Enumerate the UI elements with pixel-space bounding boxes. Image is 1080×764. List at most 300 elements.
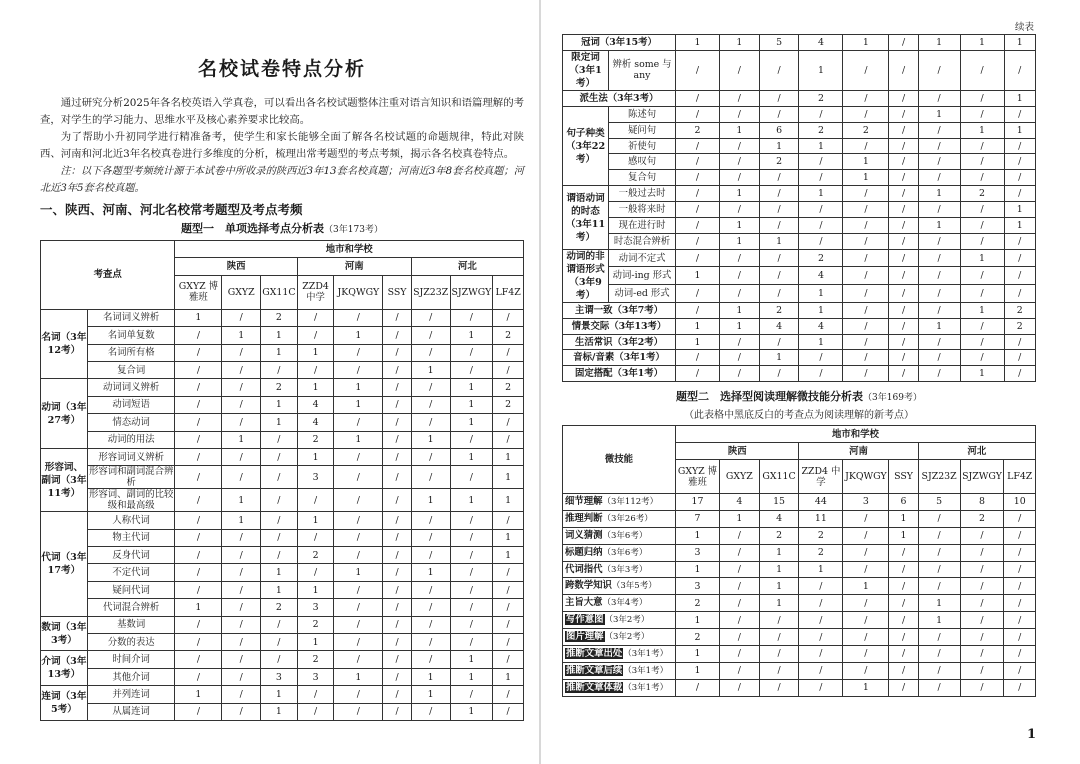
table-row: [563, 646, 1036, 663]
cell-value: /: [383, 361, 412, 378]
cell-value: /: [334, 512, 383, 529]
cell-value: /: [334, 651, 383, 668]
cell-value: /: [960, 285, 1004, 303]
cell-value: 1: [261, 344, 298, 361]
cell-value: /: [493, 414, 524, 431]
cell-value: 1: [493, 668, 524, 685]
cell-value: 1: [261, 327, 298, 344]
cell-value: 1: [411, 361, 450, 378]
cell-value: /: [222, 547, 261, 564]
cell-value: /: [297, 309, 334, 326]
cell-value: /: [383, 431, 412, 448]
cell-value: 1: [918, 35, 960, 51]
cell-value: 1: [719, 318, 759, 334]
cell-value: /: [493, 309, 524, 326]
cell-value: 3: [843, 494, 889, 511]
table-row: [563, 202, 1036, 218]
cell-value: 2: [493, 379, 524, 396]
cell-value: /: [960, 154, 1004, 170]
row-item: 复合词: [87, 361, 175, 378]
cell-value: /: [676, 285, 720, 303]
cell-value: /: [222, 581, 261, 598]
row-item: 祈使句: [609, 138, 676, 154]
cell-value: 2: [261, 309, 298, 326]
cell-value: /: [918, 646, 960, 663]
row-item: 陈述句: [609, 106, 676, 122]
cell-value: /: [1004, 629, 1036, 646]
cell-value: /: [383, 489, 412, 512]
cell-value: 1: [297, 581, 334, 598]
cell-value: /: [843, 646, 889, 663]
cell-value: /: [889, 318, 918, 334]
table-row: [563, 186, 1036, 202]
row-item: 形容词和副词混合辨析: [88, 466, 174, 489]
cell-value: /: [843, 138, 889, 154]
cell-value: /: [1004, 350, 1036, 366]
cell-value: /: [918, 561, 960, 578]
row-item: 现在进行时: [609, 218, 676, 234]
row-item: 动词不定式: [609, 249, 676, 267]
skill-cell: [563, 595, 676, 612]
header-school: LF4Z: [1004, 460, 1036, 494]
cell-value: /: [676, 138, 720, 154]
page-number: 1: [1026, 727, 1036, 742]
cell-value: 3: [297, 668, 334, 685]
table-row: [563, 527, 1036, 544]
table-row: [41, 489, 524, 512]
cell-value: /: [960, 544, 1004, 561]
cell-value: /: [960, 202, 1004, 218]
cell-value: /: [261, 431, 298, 448]
cell-value: /: [960, 90, 1004, 106]
skill-name: 写作意图: [566, 614, 604, 626]
cell-value: /: [719, 366, 759, 382]
cell-value: /: [843, 50, 889, 90]
header-kaodian: 微技能: [563, 426, 676, 494]
cell-value: /: [799, 366, 843, 382]
cell-value: /: [383, 616, 412, 633]
cell-value: 1: [450, 379, 493, 396]
cell-value: 1: [297, 379, 334, 396]
cell-value: /: [889, 285, 918, 303]
cell-value: /: [261, 634, 298, 651]
cell-value: 1: [759, 233, 799, 249]
cell-value: 1: [759, 544, 799, 561]
cell-value: 1: [450, 703, 493, 720]
cell-value: /: [1004, 578, 1036, 595]
skill-frequency: （3年4考）: [602, 598, 648, 609]
cell-value: /: [450, 564, 493, 581]
cell-value: /: [843, 350, 889, 366]
cell-value: /: [889, 679, 918, 696]
cell-value: 2: [675, 629, 719, 646]
cell-value: /: [297, 686, 334, 703]
cell-value: /: [222, 599, 261, 616]
cell-value: 2: [675, 595, 719, 612]
cell-value: 4: [759, 510, 799, 527]
skill-frequency: （3年6考）: [602, 530, 648, 541]
cell-value: /: [411, 327, 450, 344]
cell-value: 1: [334, 396, 383, 413]
cell-value: /: [175, 344, 222, 361]
cell-value: 1: [1004, 218, 1036, 234]
cell-value: /: [1004, 544, 1036, 561]
cell-value: /: [960, 233, 1004, 249]
header-region: 河北: [918, 443, 1035, 460]
cell-value: 6: [889, 494, 918, 511]
cell-value: 11: [799, 510, 843, 527]
cell-value: /: [411, 581, 450, 598]
cell-value: 1: [675, 662, 719, 679]
table3-caption: 题型二 选择型阅读理解微技能分析表（3年169考）: [676, 390, 922, 404]
cell-value: /: [843, 218, 889, 234]
cell-value: /: [889, 544, 918, 561]
cell-value: /: [450, 529, 493, 546]
cell-value: 1: [222, 489, 261, 512]
cell-value: 2: [1004, 318, 1036, 334]
skill-name: 词义猜测: [565, 529, 603, 541]
cell-value: /: [493, 599, 524, 616]
header-school: ZZD4 中学: [799, 460, 843, 494]
cell-value: /: [1004, 285, 1036, 303]
cell-value: /: [889, 186, 918, 202]
cell-value: /: [175, 703, 222, 720]
cell-value: /: [843, 595, 889, 612]
cell-value: /: [918, 302, 960, 318]
header-region: 河南: [799, 443, 918, 460]
cell-value: 1: [175, 309, 222, 326]
intro-paragraph-2: 为了帮助小升初同学进行精准备考，使学生和家长能够全面了解各名校试题的命题规律，特此对陕西、河南和河北近3年名校真卷进行多维度的分析，梳理出常考题型的考点考频，揭示各名校真卷特点。: [40, 131, 524, 160]
table-row: [41, 466, 524, 489]
row-item: 时间介词: [87, 651, 175, 668]
cell-value: /: [261, 489, 298, 512]
right-page: [540, 0, 1080, 764]
cell-value: /: [222, 529, 261, 546]
cell-value: /: [222, 361, 261, 378]
cell-value: 1: [334, 668, 383, 685]
table-row: [41, 599, 524, 616]
row-group: 形容词、副词（3年11考）: [41, 448, 88, 511]
table-row: [41, 703, 524, 720]
cell-value: /: [1004, 662, 1036, 679]
cell-value: /: [493, 651, 524, 668]
header-region: 河南: [297, 258, 411, 275]
cell-value: 1: [889, 527, 918, 544]
cell-value: /: [799, 106, 843, 122]
row-item: 一般将来时: [609, 202, 676, 218]
cell-value: /: [383, 651, 412, 668]
cell-value: 1: [960, 35, 1004, 51]
cell-value: /: [450, 581, 493, 598]
cell-value: 1: [799, 138, 843, 154]
row-item: 反身代词: [87, 547, 175, 564]
cell-value: /: [1004, 561, 1036, 578]
cell-value: /: [175, 361, 222, 378]
header-region-school: 地市和学校: [675, 426, 1035, 443]
cell-value: /: [918, 629, 960, 646]
cell-value: /: [889, 334, 918, 350]
row-item: 不定代词: [87, 564, 175, 581]
cell-value: 1: [719, 122, 759, 138]
cell-value: /: [889, 106, 918, 122]
cell-value: /: [843, 527, 889, 544]
cell-value: /: [799, 154, 843, 170]
cell-value: /: [383, 564, 412, 581]
row-label: 音标/音素（3年1考）: [563, 350, 676, 366]
cell-value: /: [960, 350, 1004, 366]
header-school: GXYZ 博雅班: [175, 275, 222, 309]
header-school: SJZ23Z: [411, 275, 450, 309]
cell-value: 1: [843, 578, 889, 595]
cell-value: 6: [759, 122, 799, 138]
cell-value: 1: [759, 350, 799, 366]
table-row: [563, 285, 1036, 303]
cell-value: /: [676, 218, 720, 234]
cell-value: /: [843, 544, 889, 561]
cell-value: 1: [719, 186, 759, 202]
cell-value: 1: [261, 703, 298, 720]
cell-value: 1: [261, 396, 298, 413]
cell-value: /: [411, 414, 450, 431]
cell-value: /: [1004, 527, 1036, 544]
cell-value: /: [1004, 138, 1036, 154]
cell-value: /: [889, 249, 918, 267]
cell-value: 3: [675, 544, 719, 561]
cell-value: /: [759, 249, 799, 267]
cell-value: /: [918, 527, 960, 544]
cell-value: /: [411, 547, 450, 564]
table-row: [563, 561, 1036, 578]
cell-value: /: [918, 350, 960, 366]
cell-value: 1: [334, 431, 383, 448]
cell-value: /: [222, 634, 261, 651]
cell-value: /: [297, 564, 334, 581]
cell-value: /: [175, 634, 222, 651]
cell-value: 1: [918, 186, 960, 202]
cell-value: /: [175, 512, 222, 529]
cell-value: /: [676, 249, 720, 267]
cell-value: /: [493, 703, 524, 720]
cell-value: /: [918, 662, 960, 679]
cell-value: 5: [918, 494, 960, 511]
header-school: SJZWGY: [960, 460, 1004, 494]
table-row: [563, 544, 1036, 561]
cell-value: /: [383, 599, 412, 616]
cell-value: /: [719, 561, 759, 578]
cell-value: /: [676, 233, 720, 249]
cell-value: 1: [261, 414, 298, 431]
cell-value: 1: [918, 318, 960, 334]
row-item: 辨析 some 与 any: [609, 50, 676, 90]
skill-name: 细节理解: [565, 495, 603, 507]
cell-value: /: [960, 334, 1004, 350]
cell-value: 1: [1004, 35, 1036, 51]
intro-paragraph-1: 通过研究分析2025年各名校英语入学真卷，可以看出各名校试题整体注重对语言知识和语篇理解的考查，对学生的学习能力、思维水平及核心素养要求比较高。: [40, 97, 524, 126]
header-school: JKQWGY: [843, 460, 889, 494]
table-row: [563, 233, 1036, 249]
skill-cell: [563, 629, 676, 646]
cell-value: /: [175, 396, 222, 413]
table-row: [41, 564, 524, 581]
cell-value: 1: [918, 106, 960, 122]
header-region-school: 地市和学校: [175, 241, 524, 258]
skill-cell: [563, 544, 676, 561]
cell-value: 1: [799, 50, 843, 90]
cell-value: /: [411, 309, 450, 326]
cell-value: /: [261, 361, 298, 378]
skill-cell: [563, 578, 676, 595]
cell-value: /: [1004, 233, 1036, 249]
cell-value: /: [843, 233, 889, 249]
cell-value: /: [799, 662, 843, 679]
table-row: [563, 595, 1036, 612]
cell-value: 2: [759, 302, 799, 318]
cell-value: /: [450, 466, 493, 489]
cell-value: /: [261, 448, 298, 465]
cell-value: /: [918, 90, 960, 106]
cell-value: /: [383, 634, 412, 651]
cell-value: /: [918, 233, 960, 249]
single-choice-table-continued: [562, 34, 1036, 382]
cell-value: /: [759, 186, 799, 202]
cell-value: /: [222, 414, 261, 431]
table-row: [41, 512, 524, 529]
cell-value: /: [175, 564, 222, 581]
cell-value: /: [843, 612, 889, 629]
cell-value: /: [383, 414, 412, 431]
row-group: 连词（3年5考）: [41, 686, 88, 721]
skill-frequency: （3年2考）: [604, 615, 650, 626]
cell-value: 1: [719, 510, 759, 527]
skill-frequency: （3年1考）: [623, 648, 669, 659]
cell-value: 1: [675, 612, 719, 629]
row-item: 人称代词: [87, 512, 175, 529]
cell-value: /: [889, 90, 918, 106]
cell-value: /: [261, 651, 298, 668]
cell-value: /: [759, 218, 799, 234]
cell-value: /: [889, 233, 918, 249]
single-choice-table: [40, 240, 524, 721]
row-group: 句子种类（3年22考）: [563, 106, 609, 185]
cell-value: 1: [493, 547, 524, 564]
cell-value: 1: [334, 564, 383, 581]
cell-value: /: [719, 646, 759, 663]
row-label: 主谓一致（3年7考）: [563, 302, 676, 318]
table-row: [563, 218, 1036, 234]
intro-note: 注：以下各题型考频统计源于本试卷中所收录的陕西近3年13套名校真题；河南近3年8套名校真题；河北近3年5套名校真题。: [40, 166, 524, 194]
cell-value: /: [918, 267, 960, 285]
table-row: [41, 396, 524, 413]
cell-value: 1: [676, 267, 720, 285]
cell-value: 1: [676, 318, 720, 334]
row-item: 形容词、副词的比较级和最高级: [88, 489, 174, 512]
header-school: LF4Z: [493, 275, 524, 309]
cell-value: /: [719, 527, 759, 544]
header-school: ZZD4 中学: [297, 275, 334, 309]
table-row: [41, 414, 524, 431]
cell-value: /: [175, 581, 222, 598]
cell-value: /: [1004, 366, 1036, 382]
cell-value: 1: [960, 249, 1004, 267]
cell-value: /: [676, 186, 720, 202]
cell-value: 1: [719, 302, 759, 318]
cell-value: /: [1004, 249, 1036, 267]
cell-value: /: [759, 662, 799, 679]
cell-value: 2: [960, 510, 1004, 527]
cell-value: /: [918, 154, 960, 170]
cell-value: /: [676, 366, 720, 382]
cell-value: /: [175, 668, 222, 685]
cell-value: /: [1004, 267, 1036, 285]
skill-cell: [563, 612, 676, 629]
cell-value: /: [334, 547, 383, 564]
cell-value: /: [843, 90, 889, 106]
table-row: [563, 662, 1036, 679]
cell-value: /: [889, 154, 918, 170]
cell-value: /: [222, 703, 261, 720]
skill-frequency: （3年2考）: [604, 632, 650, 643]
cell-value: /: [843, 510, 889, 527]
cell-value: /: [175, 379, 222, 396]
skill-name: 跨数学知识: [565, 580, 612, 592]
cell-value: /: [493, 581, 524, 598]
cell-value: /: [918, 202, 960, 218]
cell-value: /: [676, 202, 720, 218]
table1-caption: 题型一 单项选择考点分析表（3年173考）: [181, 222, 383, 235]
header-region: 陕西: [675, 443, 798, 460]
cell-value: /: [383, 668, 412, 685]
skill-frequency: （3年1考）: [623, 682, 669, 693]
cell-value: /: [493, 564, 524, 581]
cell-value: /: [411, 379, 450, 396]
cell-value: 3: [297, 599, 334, 616]
cell-value: 1: [843, 170, 889, 186]
skill-cell: [563, 679, 676, 696]
cell-value: /: [759, 202, 799, 218]
cell-value: /: [759, 267, 799, 285]
cell-value: 3: [297, 466, 334, 489]
cell-value: 44: [799, 494, 843, 511]
cell-value: 17: [675, 494, 719, 511]
cell-value: /: [261, 616, 298, 633]
cell-value: 1: [493, 529, 524, 546]
cell-value: /: [261, 529, 298, 546]
cell-value: /: [297, 703, 334, 720]
cell-value: /: [719, 350, 759, 366]
cell-value: /: [175, 651, 222, 668]
cell-value: /: [222, 651, 261, 668]
cell-value: /: [759, 679, 799, 696]
cell-value: /: [719, 138, 759, 154]
cell-value: 1: [918, 595, 960, 612]
cell-value: /: [676, 154, 720, 170]
cell-value: 1: [676, 334, 720, 350]
cell-value: /: [334, 529, 383, 546]
cell-value: /: [411, 599, 450, 616]
cell-value: /: [297, 361, 334, 378]
table-row: [563, 35, 1036, 51]
cell-value: /: [843, 186, 889, 202]
cell-value: /: [383, 466, 412, 489]
header-school: SJZ23Z: [918, 460, 960, 494]
cell-value: 1: [675, 646, 719, 663]
skill-cell: [563, 527, 676, 544]
cell-value: /: [175, 466, 222, 489]
cell-value: /: [799, 629, 843, 646]
cell-value: 1: [799, 302, 843, 318]
cell-value: /: [676, 350, 720, 366]
row-label: 生活常识（3年2考）: [563, 334, 676, 350]
